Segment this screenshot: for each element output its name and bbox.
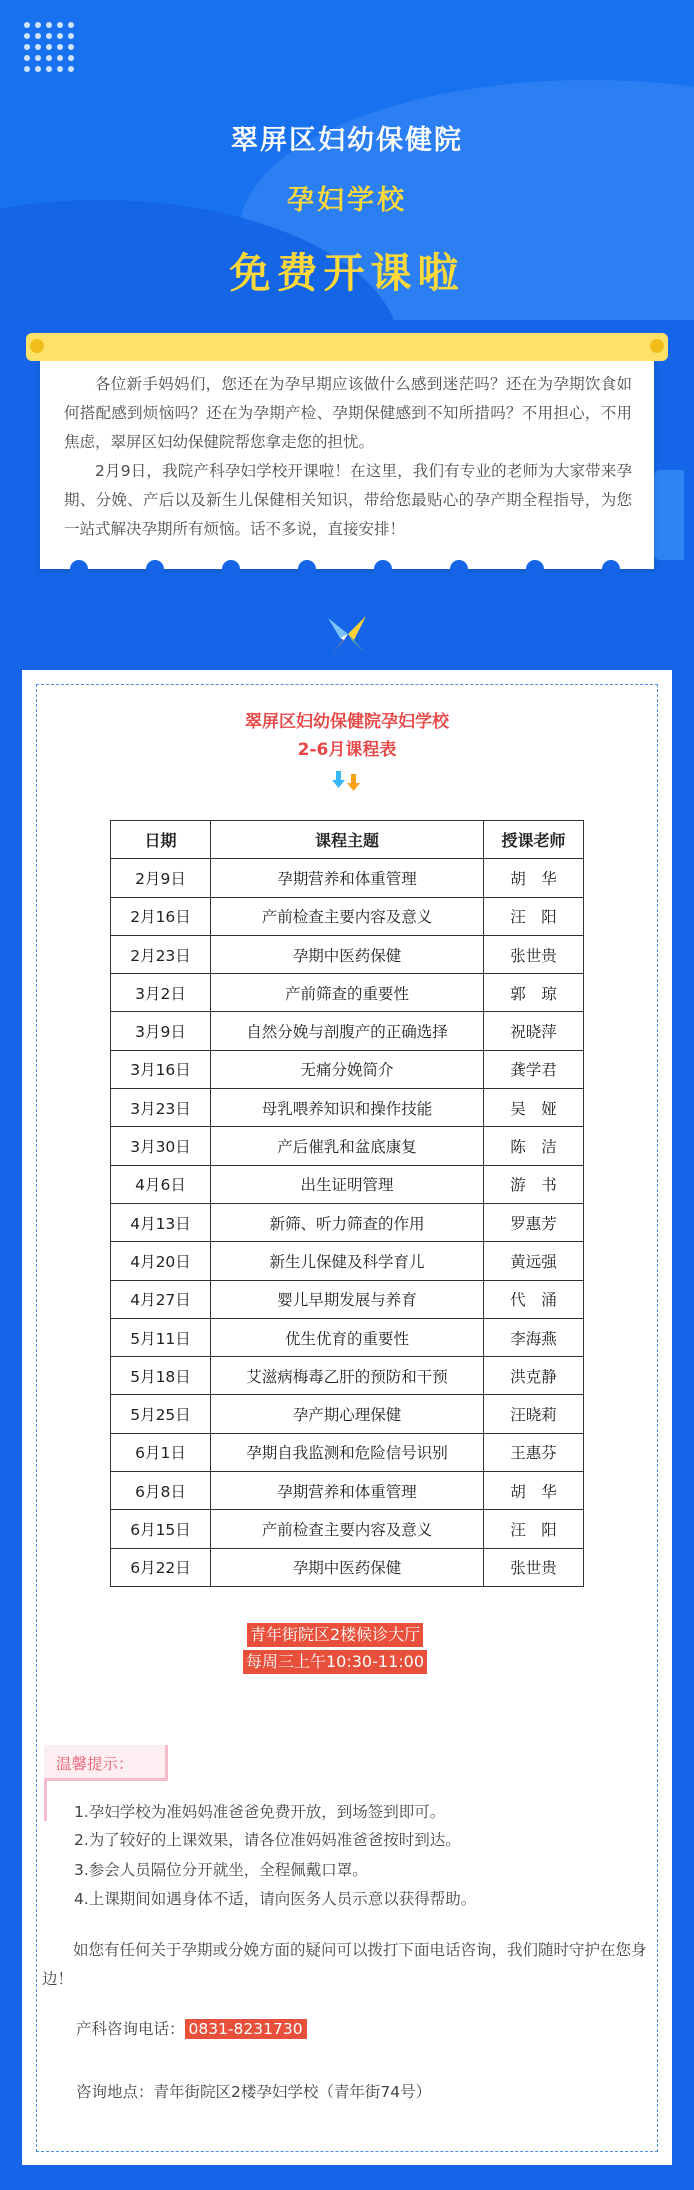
date-cell: 5月11日 [111,1318,211,1356]
table-row [111,897,584,935]
topic-cell: 产前检查主要内容及意义 [211,897,484,935]
date-cell: 4月27日 [111,1280,211,1318]
teacher-cell: 黄远强 [484,1242,584,1280]
table-row [111,1357,584,1395]
teacher-cell: 吴 娅 [484,1089,584,1127]
teacher-cell: 胡 华 [484,859,584,897]
teacher-cell: 汪 阳 [484,1510,584,1548]
topic-cell: 孕期自我监测和危险信号识别 [211,1433,484,1471]
table-row [111,974,584,1012]
table-row [111,1089,584,1127]
teacher-cell: 张世贵 [484,935,584,973]
teacher-cell: 龚学君 [484,1050,584,1088]
topic-cell: 母乳喂养知识和操作技能 [211,1089,484,1127]
contact-paragraph: 如您有任何关于孕期或分娩方面的疑问可以拨打下面电话咨询，我们随时守护在您身边！ [42,1941,647,1988]
address-text: 咨询地点：青年街院区2楼孕妇学校（青年街74号） [76,2083,432,2101]
table-row [111,1203,584,1241]
date-cell: 3月2日 [111,974,211,1012]
teacher-cell: 李海燕 [484,1318,584,1356]
date-cell: 3月16日 [111,1050,211,1088]
school-name: 孕妇学校 [287,185,407,216]
table-row [111,859,584,897]
schedule-title: 翠屏区妇幼保健院孕妇学校 [245,712,449,732]
teacher-cell: 汪 阳 [484,897,584,935]
topic-cell: 出生证明管理 [211,1165,484,1203]
table-header-row [111,821,584,859]
topic-cell: 产后催乳和盆底康复 [211,1127,484,1165]
table-row [111,1280,584,1318]
topic-cell: 孕期中医药保健 [211,935,484,973]
date-cell: 3月9日 [111,1012,211,1050]
table-row [111,935,584,973]
hospital-logo-icon [326,614,368,656]
column-header: 日期 [111,821,211,859]
date-cell: 4月13日 [111,1203,211,1241]
tip-item: 3.参会人员隔位分开就坐，全程佩戴口罩。 [74,1861,368,1879]
teacher-cell: 陈 洁 [484,1127,584,1165]
schedule-table-body [111,859,584,1587]
date-cell: 5月25日 [111,1395,211,1433]
date-cell: 6月22日 [111,1548,211,1586]
table-row [111,1050,584,1088]
phone-row [76,2017,307,2039]
date-cell: 6月15日 [111,1510,211,1548]
date-cell: 3月30日 [111,1127,211,1165]
phone-label: 产科咨询电话： [76,2020,185,2038]
topic-cell: 自然分娩与剖腹产的正确选择 [211,1012,484,1050]
tip-item: 4.上课期间如遇身体不适，请向医务人员示意以获得帮助。 [74,1890,477,1908]
table-row [111,1127,584,1165]
topic-cell: 新生儿保健及科学育儿 [211,1242,484,1280]
date-cell: 4月20日 [111,1242,211,1280]
date-cell: 2月16日 [111,897,211,935]
teacher-cell: 罗惠芳 [484,1203,584,1241]
topic-cell: 孕期营养和体重管理 [211,859,484,897]
teacher-cell: 王惠芬 [484,1433,584,1471]
topic-cell: 产前检查主要内容及意义 [211,1510,484,1548]
topic-cell: 孕产期心理保健 [211,1395,484,1433]
column-header: 授课老师 [484,821,584,859]
intro-card-top-bar [26,333,668,361]
table-row [111,1012,584,1050]
date-cell: 6月1日 [111,1433,211,1471]
scallop-edge-decoration [40,560,654,580]
date-cell: 2月23日 [111,935,211,973]
teacher-cell: 游 书 [484,1165,584,1203]
topic-cell: 艾滋病梅毒乙肝的预防和干预 [211,1357,484,1395]
decorative-tab [654,470,684,560]
table-row [111,1548,584,1586]
tips-label: 温馨提示： [56,1755,134,1773]
decorative-line [44,1781,47,1821]
date-cell: 4月6日 [111,1165,211,1203]
column-header: 课程主题 [211,821,484,859]
teacher-cell: 洪克静 [484,1357,584,1395]
topic-cell: 优生优育的重要性 [211,1318,484,1356]
dot-grid-decoration [24,22,84,82]
date-cell: 3月23日 [111,1089,211,1127]
table-row [111,1510,584,1548]
teacher-cell: 祝晓萍 [484,1012,584,1050]
teacher-cell: 张世贵 [484,1548,584,1586]
teacher-cell: 郭 琼 [484,974,584,1012]
tip-item: 2.为了较好的上课效果，请各位准妈妈准爸爸按时到达。 [74,1831,461,1849]
intro-paragraph: 2月9日，我院产科孕妇学校开课啦！在这里，我们有专业的老师为大家带来孕期、分娩、产后以及新生儿保健相关知识，带给您最贴心的孕产期全程指导，为您一站式解决孕期所有烦恼。话不多说，直接安排！ [64,462,632,538]
topic-cell: 无痛分娩简介 [211,1050,484,1088]
intro-paragraph: 各位新手妈妈们，您还在为孕早期应该做什么感到迷茫吗？还在为孕期饮食如何搭配感到烦恼吗？还在为孕期产检、孕期保健感到不知所措吗？不用担心，不用焦虑，翠屏区妇幼保健院帮您拿走您的担忧。 [64,375,632,451]
teacher-cell: 胡 华 [484,1472,584,1510]
teacher-cell: 汪晓莉 [484,1395,584,1433]
schedule-table [110,820,584,1587]
topic-cell: 产前筛查的重要性 [211,974,484,1012]
table-row [111,1472,584,1510]
table-row [111,1395,584,1433]
topic-cell: 新筛、听力筛查的作用 [211,1203,484,1241]
teacher-cell: 代 涌 [484,1280,584,1318]
class-location: 青年街院区2楼候诊大厅 [247,1623,423,1647]
table-row [111,1242,584,1280]
phone-number-link[interactable]: 0831-8231730 [185,2019,307,2039]
tip-item: 1.孕妇学校为准妈妈准爸爸免费开放，到场签到即可。 [74,1803,446,1821]
topic-cell: 婴儿早期发展与养育 [211,1280,484,1318]
schedule-subtitle: 2-6月课程表 [297,740,397,760]
table-row [111,1433,584,1471]
date-cell: 2月9日 [111,859,211,897]
down-arrows-icon [331,770,363,792]
topic-cell: 孕期营养和体重管理 [211,1472,484,1510]
class-time: 每周三上午10:30-11:00 [243,1650,427,1674]
intro-text [64,370,632,544]
topic-cell: 孕期中医药保健 [211,1548,484,1586]
slogan-title: 免费开课啦 [229,249,465,297]
date-cell: 6月8日 [111,1472,211,1510]
hospital-name: 翠屏区妇幼保健院 [231,125,463,156]
date-cell: 5月18日 [111,1357,211,1395]
table-row [111,1165,584,1203]
header-banner [0,0,694,320]
table-row [111,1318,584,1356]
